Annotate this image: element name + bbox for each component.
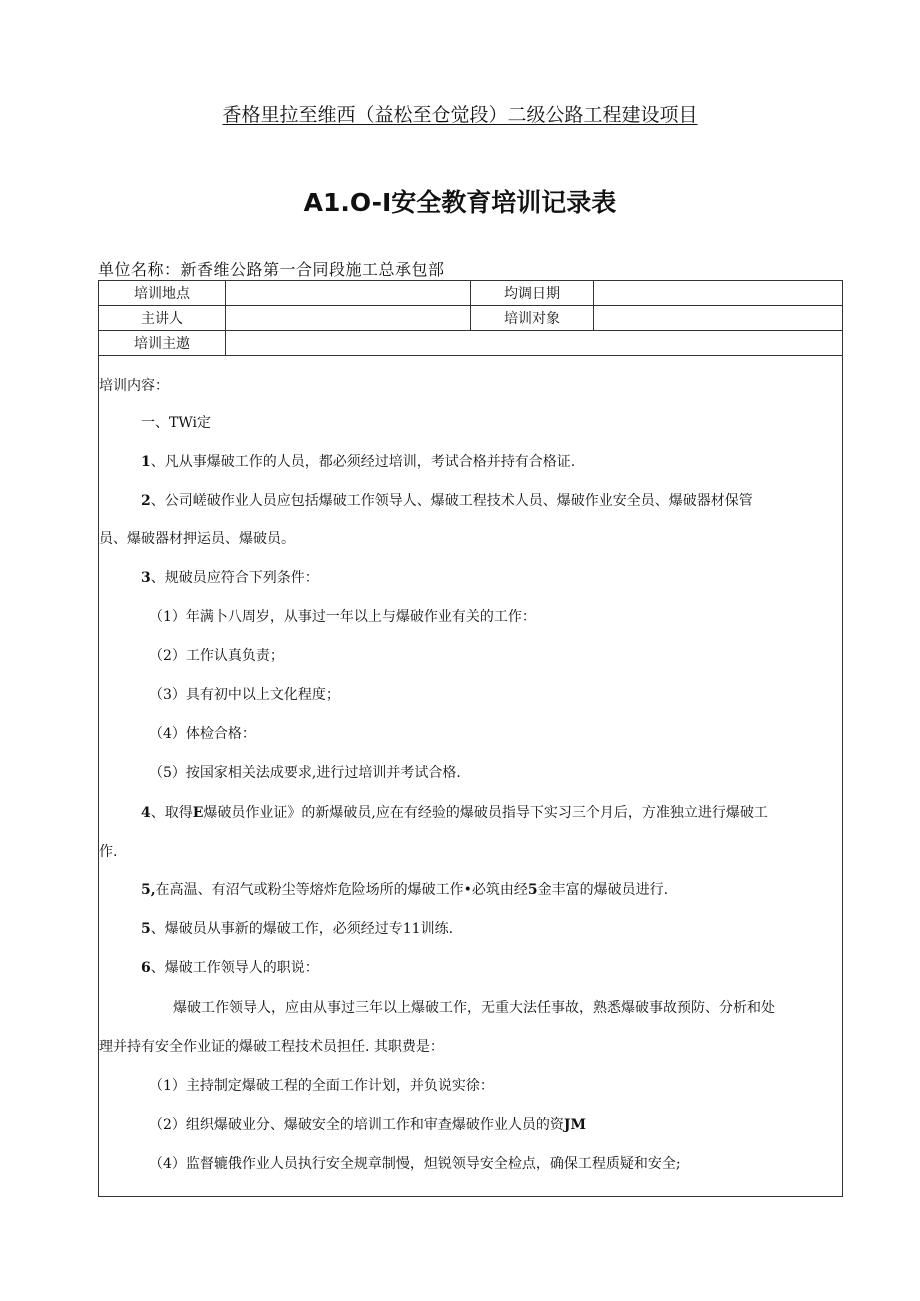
training-date-label: 均调日期 [471,281,594,306]
training-target-label: 培训对象 [471,306,594,331]
sub-item: （4）体检合格： [149,726,256,742]
sub-item: （2）组织爆破业分、爆破安全的培训工作和审查爆破作业人员的资JM [149,1117,587,1133]
sub-item: （3）具有初中以上文化程度； [149,687,340,703]
table-row [99,306,843,331]
list-item-continued: 作. [99,844,118,860]
form-title: A1.O-I安全教育培训记录表 [303,188,617,217]
training-topic-label: 培训主遨 [99,331,226,356]
list-item: 3、规破员应符合下列条件： [141,570,319,586]
list-item: 2、公司嵯破作业人员应包括爆破工作领导人、爆破工程技术人员、爆破作业安全员、爆破器材保管 [141,493,753,509]
list-item: 5、爆破员从事新的爆破工作，必须经过专11训练. [141,921,454,937]
info-table [98,280,843,356]
list-item: 5,在高温、有沼气或粉尘等熔炸危险场所的爆破工作•必筑由经5金丰富的爆破员进行. [141,882,669,898]
section-heading: 一、TWi定 [141,415,211,431]
training-topic-value[interactable] [226,331,843,356]
table-row [99,281,843,306]
project-title: 香格里拉至维西（益松至仓觉段）二级公路工程建设项目 [222,104,698,126]
training-date-value[interactable] [594,281,843,306]
paragraph-continued: 理并持有安全作业证的爆破工程技术员担任. 其职费是： [99,1039,444,1055]
training-target-value[interactable] [594,306,843,331]
list-item-continued: 员、爆破器材押运员、爆破员。 [99,531,295,547]
sub-item: （5）按国家相关法成要求,进行过培训并考试合格. [149,765,461,781]
lecturer-value[interactable] [226,306,471,331]
list-item: 1、凡从事爆破工作的人员，都必须经过培训，考试合格并持有合格证. [141,454,576,470]
list-item: 4、取得E爆破员作业证》的新爆破员,应在有经验的爆破员指导下实习三个月后，方准独立进行爆破工 [141,805,768,821]
training-location-label: 培训地点 [99,281,226,306]
list-item: 6、爆破工作领导人的职说： [141,960,319,976]
table-row [99,331,843,356]
sub-item: （1）年满卜八周岁，从事过一年以上与爆破作业有关的工作： [149,609,536,625]
training-content-box [98,356,843,1197]
lecturer-label: 主讲人 [99,306,226,331]
sub-item: （2）工作认真负责； [149,648,284,664]
paragraph: 爆破工作领导人，应由从事过三年以上爆破工作，无重大法任事故，熟悉爆破事故预防、分析和处 [173,1000,775,1016]
unit-name-line: 单位名称：新香维公路第一合同段施工总承包部 [98,260,445,279]
sub-item: （4）监督辘俄作业人员执行安全规章制慢，炟锐领导安全检点，确保工程质疑和安全; [149,1156,681,1172]
content-heading: 培训内容： [99,378,169,394]
training-location-value[interactable] [226,281,471,306]
sub-item: （1）主持制定爆破工程的全面工作计划，并负说实徐： [149,1078,494,1094]
